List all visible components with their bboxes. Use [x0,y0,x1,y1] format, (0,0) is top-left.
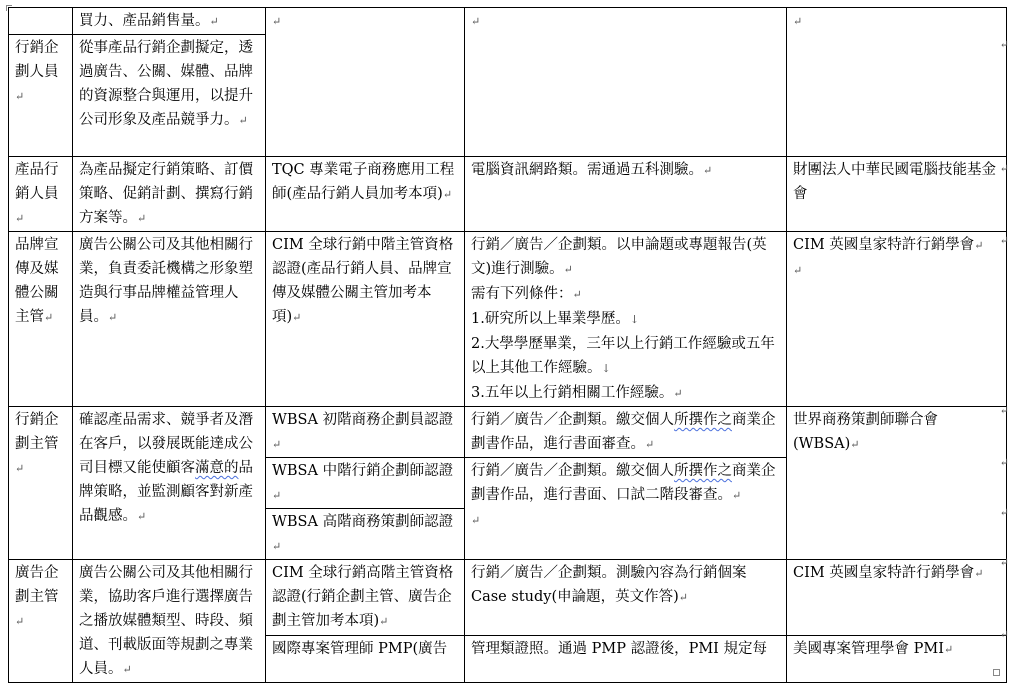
description-cell: 確認產品需求、競爭者及潛在客戶，以發展既能達成公司目標又能使顧客滿意的品牌策略，並監測顧客對新產品觀感。↵ [73,407,266,560]
description-cell: 廣告公關公司及其他相關行業，協助客戶進行選擇廣告之播放媒體類型、時段、頻道、刊載版面等規劃之專業人員。↵ [73,560,266,683]
row-end-mark: ↵ [999,456,1009,469]
certification-cell: ↵ [266,8,465,157]
table-row [9,560,1007,636]
table-row [9,232,1007,407]
certification-cell: 國際專案管理師 PMP(廣告 [266,636,465,683]
description-cell: 從事產品行銷企劃擬定，透過廣告、公關、媒體、品牌的資源整合與運用，以提升公司形象及產品競爭力。↵ [73,35,266,157]
page-corner-bottom-right [993,669,1000,676]
role-cell [9,8,73,35]
certification-cell: TQC 專業電子商務應用工程師(產品行銷人員加考本項)↵ [266,157,465,232]
exam-cell: 管理類證照。通過 PMP 認證後，PMI 規定每 [465,636,787,683]
role-cell: 行銷企劃主管↵ [9,407,73,560]
exam-cell: 行銷／廣告／企劃類。繳交個人所撰作之商業企劃書作品，進行書面、口試二階段審查。↵ ↵ [465,458,787,560]
role-cell: 廣告企劃主管↵ [9,560,73,683]
exam-cell: 行銷／廣告／企劃類。測驗內容為行銷個案 Case study(申論題，英文作答)↵ [465,560,787,636]
row-end-mark: ↵ [999,38,1009,51]
certification-cell: WBSA 中階行銷企劃師認證↵ [266,458,465,509]
row-end-mark: ↵ [999,506,1009,519]
organization-cell: CIM 英國皇家特許行銷學會↵ ↵ [787,232,1007,407]
certification-cell: CIM 全球行銷高階主管資格認證(行銷企劃主管、廣告企劃主管加考本項)↵ [266,560,465,636]
table-row [9,407,1007,458]
exam-cell: 行銷／廣告／企劃類。以申論題或專題報告(英文)進行測驗。↵ 需有下列條件：↵ 1.研究所以上畢業學歷。↓ 2.大學學歷畢業，三年以上行銷工作經驗或五年以上其他工作經驗。↓ 3.五年以上行銷相關工作經驗。↵ [465,232,787,407]
role-cell: 行銷企劃人員↵ [9,35,73,157]
row-end-mark: ↵ [999,234,1009,247]
table-row [9,8,1007,35]
organization-cell: 世界商務策劃師聯合會(WBSA)↵ [787,407,1007,560]
role-cell: 品牌宣傳及媒體公關主管↵ [9,232,73,407]
description-cell: 買力、產品銷售量。↵ [73,8,266,35]
certification-cell: CIM 全球行銷中階主管資格認證(產品行銷人員、品牌宣傳及媒體公關主管加考本項)↵ [266,232,465,407]
exam-cell: 電腦資訊網路類。需通過五科測驗。↵ [465,157,787,232]
exam-cell: 行銷／廣告／企劃類。繳交個人所撰作之商業企劃書作品，進行書面審查。↵ [465,407,787,458]
row-end-mark: ↵ [999,556,1009,569]
row-end-mark: ↵ [999,404,1009,417]
organization-cell: ↵ [787,8,1007,157]
organization-cell: CIM 英國皇家特許行銷學會↵ [787,560,1007,636]
organization-cell: 美國專案管理學會 PMI↵ [787,636,1007,683]
certification-table [8,7,1007,683]
organization-cell: 財團法人中華民國電腦技能基金會 [787,157,1007,232]
certification-cell: WBSA 初階商務企劃員認證↵ [266,407,465,458]
certification-cell: WBSA 高階商務策劃師認證↵ [266,509,465,560]
exam-cell: ↵ [465,8,787,157]
description-cell: 廣告公關公司及其他相關行業，負責委託機構之形象塑造與行事品牌權益管理人員。↵ [73,232,266,407]
role-cell: 產品行銷人員↵ [9,157,73,232]
row-end-mark: ↵ [999,162,1009,175]
description-cell: 為產品擬定行銷策略、訂價策略、促銷計劃、撰寫行銷方案等。↵ [73,157,266,232]
row-end-mark: ↵ [999,628,1009,641]
table-row [9,157,1007,232]
